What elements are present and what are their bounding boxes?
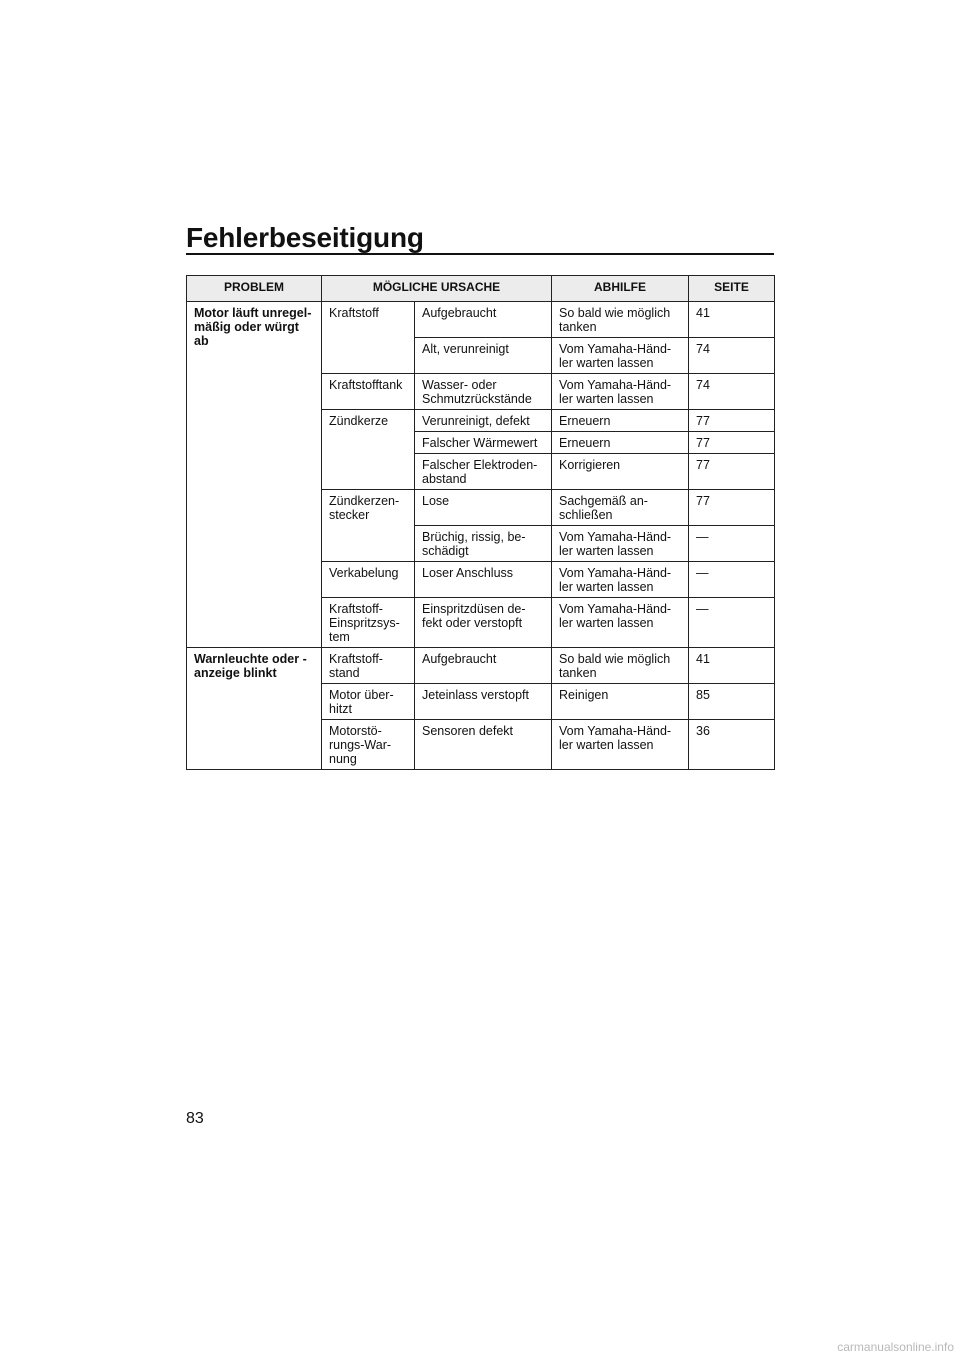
remedy-cell: So bald wie möglich tanken — [552, 302, 689, 338]
cause-detail-cell: Einspritzdüsen de- fekt oder verstopft — [415, 598, 552, 648]
watermark: carmanualsonline.info — [837, 1340, 954, 1354]
title-rule — [186, 253, 774, 255]
remedy-cell: So bald wie möglich tanken — [552, 648, 689, 684]
remedy-cell: Vom Yamaha-Händ- ler warten lassen — [552, 374, 689, 410]
cause-detail-cell: Aufgebraucht — [415, 648, 552, 684]
problem-cell: Warnleuchte oder -anzeige blinkt — [187, 648, 322, 770]
cause-detail-cell: Sensoren defekt — [415, 720, 552, 770]
header-cause: MÖGLICHE URSACHE — [322, 276, 552, 302]
page-ref-cell: — — [689, 526, 775, 562]
cause-category-cell: Zündkerze — [322, 410, 415, 490]
header-problem: PROBLEM — [187, 276, 322, 302]
page-title: Fehlerbeseitigung — [186, 222, 424, 253]
cause-category-cell: Motor über- hitzt — [322, 684, 415, 720]
cause-detail-cell: Falscher Elektroden- abstand — [415, 454, 552, 490]
cause-category-cell: Kraftstofftank — [322, 374, 415, 410]
table-header-row — [187, 276, 775, 302]
remedy-cell: Sachgemäß an- schließen — [552, 490, 689, 526]
remedy-cell: Reinigen — [552, 684, 689, 720]
remedy-cell: Vom Yamaha-Händ- ler warten lassen — [552, 526, 689, 562]
page-number: 83 — [186, 1110, 204, 1127]
cause-category-cell: Kraftstoff- Einspritzsys- tem — [322, 598, 415, 648]
cause-detail-cell: Lose — [415, 490, 552, 526]
cause-category-cell: Kraftstoff — [322, 302, 415, 374]
remedy-cell: Erneuern — [552, 432, 689, 454]
page-ref-cell: 77 — [689, 454, 775, 490]
header-page: SEITE — [689, 276, 775, 302]
table-body — [187, 302, 775, 770]
remedy-cell: Vom Yamaha-Händ- ler warten lassen — [552, 720, 689, 770]
header-remedy: ABHILFE — [552, 276, 689, 302]
troubleshooting-table — [186, 275, 775, 770]
page-ref-cell: 77 — [689, 410, 775, 432]
page-ref-cell: 74 — [689, 338, 775, 374]
cause-category-cell: Motorstö- rungs-War- nung — [322, 720, 415, 770]
cause-detail-cell: Falscher Wärmewert — [415, 432, 552, 454]
page-ref-cell: 36 — [689, 720, 775, 770]
page-ref-cell: — — [689, 562, 775, 598]
cause-detail-cell: Brüchig, rissig, be- schädigt — [415, 526, 552, 562]
problem-cell: Motor läuft unregel- mäßig oder würgt ab — [187, 302, 322, 648]
page-ref-cell: 41 — [689, 648, 775, 684]
remedy-cell: Erneuern — [552, 410, 689, 432]
page-ref-cell: — — [689, 598, 775, 648]
cause-detail-cell: Wasser- oder Schmutzrückstände — [415, 374, 552, 410]
page-ref-cell: 41 — [689, 302, 775, 338]
table-row — [187, 302, 775, 338]
table-row — [187, 648, 775, 684]
page-ref-cell: 85 — [689, 684, 775, 720]
page-ref-cell: 77 — [689, 490, 775, 526]
page-ref-cell: 74 — [689, 374, 775, 410]
cause-detail-cell: Jeteinlass verstopft — [415, 684, 552, 720]
remedy-cell: Korrigieren — [552, 454, 689, 490]
cause-category-cell: Kraftstoff- stand — [322, 648, 415, 684]
cause-category-cell: Verkabelung — [322, 562, 415, 598]
cause-detail-cell: Aufgebraucht — [415, 302, 552, 338]
remedy-cell: Vom Yamaha-Händ- ler warten lassen — [552, 338, 689, 374]
cause-detail-cell: Alt, verunreinigt — [415, 338, 552, 374]
cause-category-cell: Zündkerzen- stecker — [322, 490, 415, 562]
remedy-cell: Vom Yamaha-Händ- ler warten lassen — [552, 562, 689, 598]
remedy-cell: Vom Yamaha-Händ- ler warten lassen — [552, 598, 689, 648]
cause-detail-cell: Loser Anschluss — [415, 562, 552, 598]
page-ref-cell: 77 — [689, 432, 775, 454]
cause-detail-cell: Verunreinigt, defekt — [415, 410, 552, 432]
